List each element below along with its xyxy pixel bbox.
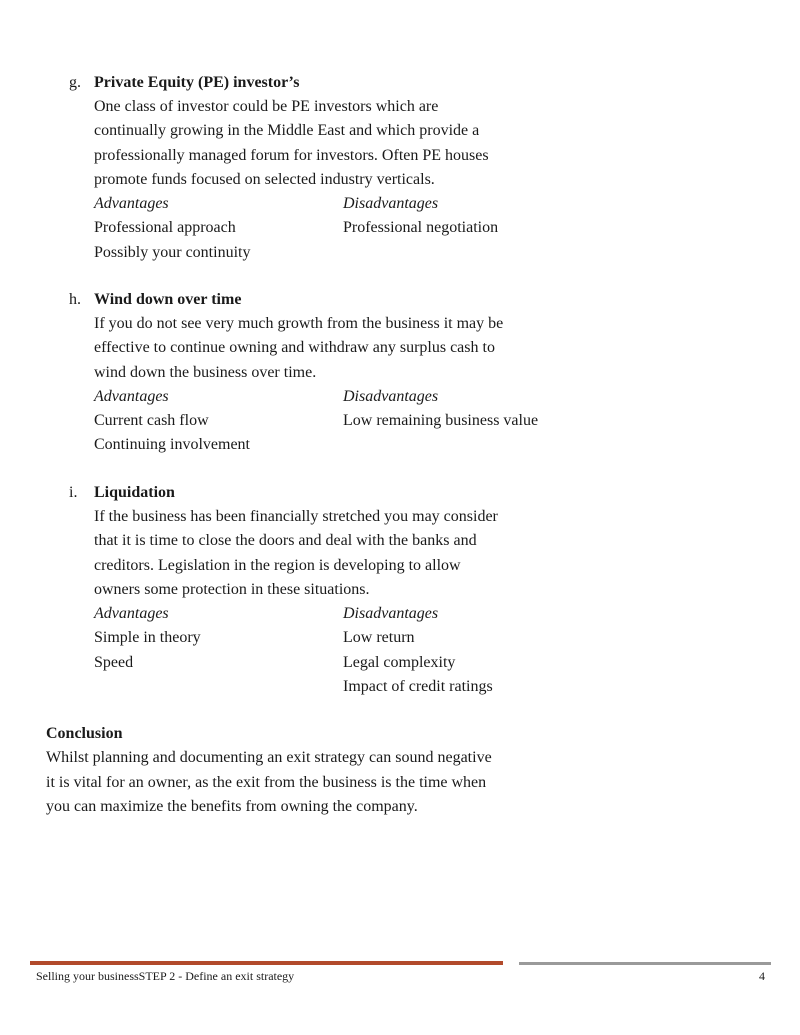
disadvantage-item: Low return bbox=[343, 629, 415, 647]
section-g bbox=[69, 71, 629, 265]
disadvantages-header: Disadvantages bbox=[343, 387, 439, 405]
disadvantage-item: Legal complexity bbox=[343, 653, 456, 671]
conclusion-paragraph bbox=[46, 746, 606, 819]
paragraph-line: continually growing in the Middle East and which provide a bbox=[94, 122, 480, 140]
paragraph-line: wind down the business over time. bbox=[94, 363, 317, 381]
section-title: Wind down over time bbox=[94, 291, 242, 308]
section-paragraph bbox=[94, 312, 629, 385]
advantage-item: Continuing involvement bbox=[94, 436, 250, 454]
section-heading bbox=[69, 71, 629, 95]
section-letter: i. bbox=[69, 484, 78, 501]
paragraph-line: One class of investor could be PE investors which are bbox=[94, 98, 439, 115]
footer-rule-red bbox=[30, 961, 503, 965]
disadvantage-item: Professional negotiation bbox=[343, 219, 499, 237]
paragraph-line: creditors. Legislation in the region is developing to allow bbox=[94, 556, 461, 574]
advantage-item: Professional approach bbox=[94, 219, 236, 237]
footer-page-number: 4 bbox=[759, 969, 765, 983]
section-letter: g. bbox=[69, 74, 81, 91]
section-title: Liquidation bbox=[94, 484, 175, 501]
disadvantages-header: Disadvantages bbox=[343, 605, 439, 623]
section-title: Private Equity (PE) investor’s bbox=[94, 74, 300, 91]
section-heading bbox=[69, 481, 629, 505]
section-letter: h. bbox=[69, 291, 81, 308]
advantages-header: Advantages bbox=[94, 605, 169, 623]
section-paragraph bbox=[94, 95, 629, 192]
section-h bbox=[69, 288, 629, 458]
pros-cons-table bbox=[94, 602, 629, 699]
advantage-item: Current cash flow bbox=[94, 412, 209, 430]
advantage-item: Speed bbox=[94, 653, 134, 671]
paragraph-line: professionally managed forum for investors. Often PE houses bbox=[94, 146, 489, 164]
advantages-header: Advantages bbox=[94, 387, 169, 405]
disadvantage-item: Impact of credit ratings bbox=[343, 678, 493, 696]
paragraph-line: that it is time to close the doors and deal with the banks and bbox=[94, 532, 477, 550]
paragraph-line: If you do not see very much growth from the business it may be bbox=[94, 315, 504, 332]
disadvantages-header: Disadvantages bbox=[343, 195, 439, 213]
section-heading bbox=[69, 288, 629, 312]
advantage-item: Possibly your continuity bbox=[94, 243, 251, 261]
paragraph-line: you can maximize the benefits from owning the company. bbox=[46, 797, 418, 815]
footer-rule-gray bbox=[519, 962, 771, 965]
footer-document-title: Selling your businessSTEP 2 - Define an exit strategy bbox=[36, 969, 295, 983]
pros-cons-table bbox=[94, 192, 629, 265]
disadvantage-item: Low remaining business value bbox=[343, 412, 539, 430]
conclusion-title: Conclusion bbox=[46, 725, 123, 742]
paragraph-line: effective to continue owning and withdraw any surplus cash to bbox=[94, 339, 495, 357]
paragraph-line: If the business has been financially stretched you may consider bbox=[94, 508, 498, 525]
pros-cons-table bbox=[94, 385, 629, 458]
paragraph-line: promote funds focused on selected industry verticals. bbox=[94, 170, 435, 188]
paragraph-line: owners some protection in these situations. bbox=[94, 580, 370, 598]
advantages-header: Advantages bbox=[94, 195, 169, 213]
paragraph-line: Whilst planning and documenting an exit strategy can sound negative bbox=[46, 749, 492, 767]
conclusion-section bbox=[46, 722, 606, 819]
advantage-item: Simple in theory bbox=[94, 629, 201, 647]
section-paragraph bbox=[94, 505, 629, 602]
section-i bbox=[69, 481, 629, 699]
paragraph-line: it is vital for an owner, as the exit from the business is the time when bbox=[46, 773, 487, 791]
